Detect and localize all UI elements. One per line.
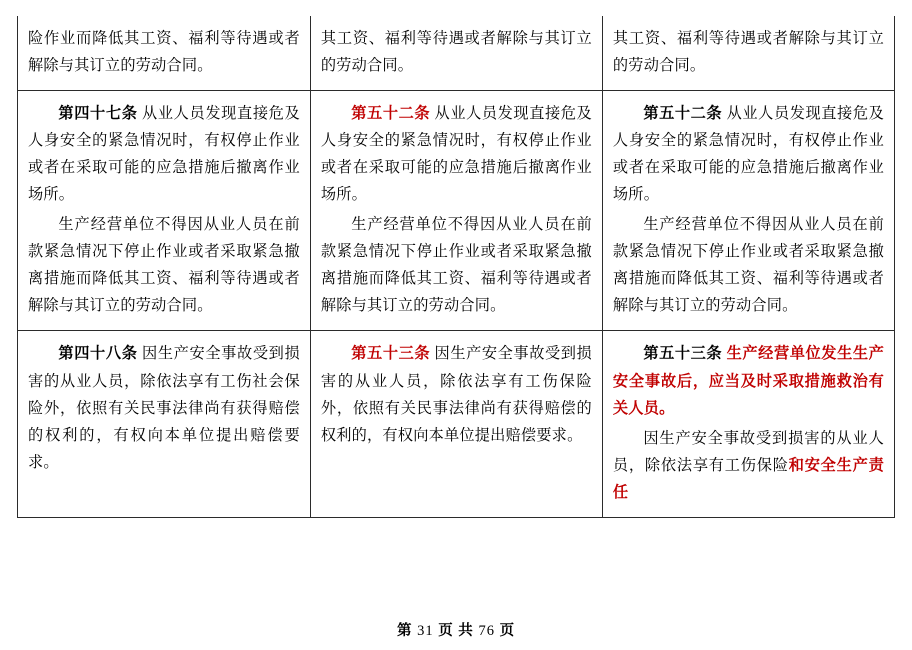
- footer-middle: 页 共: [438, 623, 474, 639]
- paragraph: [28, 340, 300, 475]
- document-page: [0, 16, 912, 650]
- paragraph: [28, 100, 300, 208]
- article-text: 从业人员发现直接危及人身安全的紧急情况时，有权停止作业或者在采取可能的应急措施后撤离作业场所。: [320, 105, 592, 204]
- article-number: 第四十七条: [58, 105, 138, 123]
- table-cell-new-law: [602, 331, 894, 517]
- page-footer: [0, 619, 912, 640]
- footer-suffix: 页: [499, 623, 516, 639]
- article-number: 第四十八条: [58, 345, 138, 363]
- paragraph: [613, 340, 884, 421]
- footer-page-number: 31: [417, 623, 434, 639]
- article-text: 因生产安全事故受到损害的从业人员，除依法享有工伤保险: [612, 429, 884, 474]
- paragraph: 生产经营单位不得因从业人员在前款紧急情况下停止作业或者采取紧急撤离措施而降低其工资、福利等待遇或者解除与其订立的劳动合同。: [28, 216, 300, 315]
- amended-text: 生产经营单位发生生产安全事故后，应当及时采取措施救治有关人员。: [612, 345, 885, 417]
- table-cell-old-law: [18, 16, 311, 91]
- article-number: 第五十二条: [643, 105, 723, 123]
- table-cell-new-law: [602, 16, 894, 91]
- paragraph: 生产经营单位不得因从业人员在前款紧急情况下停止作业或者采取紧急撤离措施而降低其工资、福利等待遇或者解除与其订立的劳动合同。: [320, 216, 592, 315]
- amended-text: 和安全生产责任: [612, 456, 885, 501]
- article-number: 第五十二条: [351, 105, 431, 123]
- table-cell-old-law: [18, 91, 311, 331]
- paragraph: [321, 340, 592, 448]
- footer-prefix: 第: [396, 623, 413, 639]
- paragraph: [613, 100, 884, 208]
- article-text: 因生产安全事故受到损害的从业人员，除依法享有工伤社会保险外，依照有关民事法律尚有获得赔偿的权利的，有权向本单位提出赔偿要求。: [28, 345, 300, 471]
- article-text: 从业人员发现直接危及人身安全的紧急情况时，有权停止作业或者在采取可能的应急措施后撤离作业场所。: [612, 105, 885, 204]
- paragraph: 其工资、福利等待遇或者解除与其订立的劳动合同。: [320, 30, 592, 75]
- comparison-table: [17, 16, 895, 518]
- paragraph: 险作业而降低其工资、福利等待遇或者解除与其订立的劳动合同。: [28, 30, 300, 75]
- table-cell-draft: [310, 16, 602, 91]
- paragraph: 生产经营单位不得因从业人员在前款紧急情况下停止作业或者采取紧急撤离措施而降低其工资、福利等待遇或者解除与其订立的劳动合同。: [612, 216, 884, 315]
- paragraph: [613, 425, 884, 506]
- table-cell-draft: [310, 331, 602, 517]
- paragraph: 其工资、福利等待遇或者解除与其订立的劳动合同。: [612, 30, 884, 75]
- table-row: [18, 331, 895, 517]
- article-number: 第五十三条: [643, 345, 723, 363]
- article-text: 因生产安全事故受到损害的从业人员，除依法享有工伤保险外，依照有关民事法律尚有获得赔偿的权利的，有权向本单位提出赔偿要求。: [320, 345, 592, 444]
- article-number: 第五十三条: [351, 345, 431, 363]
- table-row: [18, 91, 895, 331]
- paragraph: [321, 100, 592, 208]
- article-text: 从业人员发现直接危及人身安全的紧急情况时，有权停止作业或者在采取可能的应急措施后撤离作业场所。: [28, 105, 300, 204]
- footer-total-pages: 76: [478, 623, 495, 639]
- table-cell-draft: [310, 91, 602, 331]
- table-cell-new-law: [602, 91, 894, 331]
- table-cell-old-law: [18, 331, 311, 517]
- table-row: [18, 16, 895, 91]
